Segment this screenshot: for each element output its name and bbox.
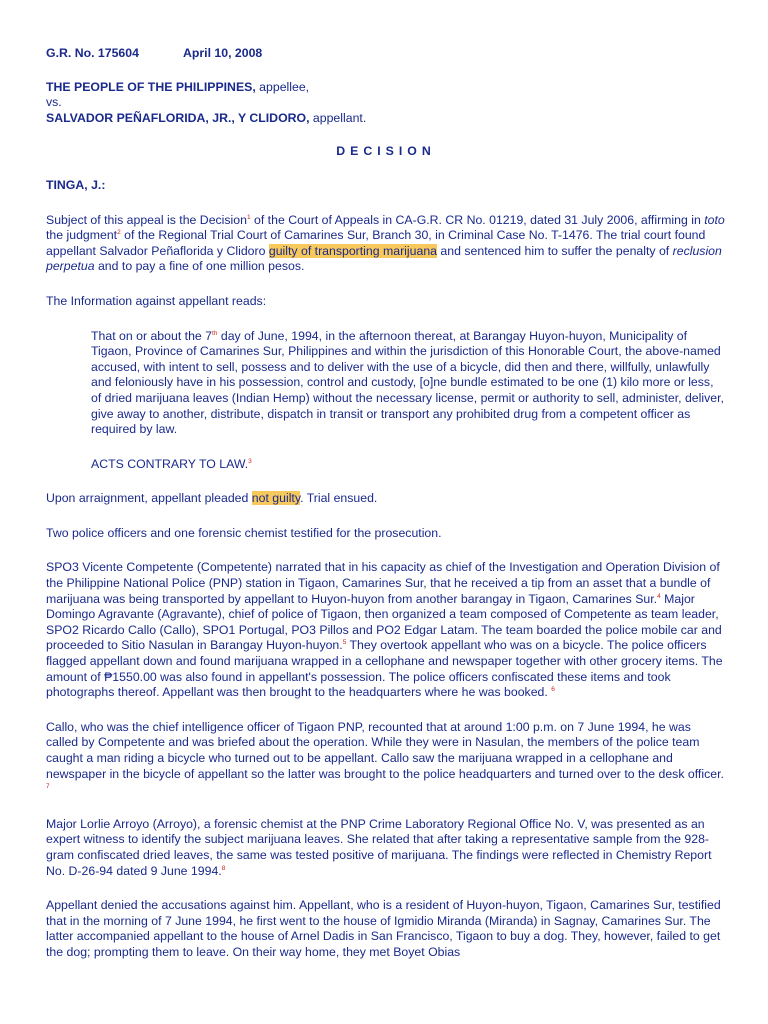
paragraph-acts-contrary [91,457,726,473]
footnote-1-link[interactable]: 1 [246,213,251,221]
decision-title: DECISION [336,144,436,159]
footnote-8-link[interactable]: 8 [221,864,226,872]
p1-reclusion: reclusion perpetua [46,243,722,274]
p3-text-a: That on or about the 7 [91,328,213,343]
paragraph-arraignment [46,491,726,507]
appellant-name: SALVADOR PEÑAFLORIDA, JR., Y CLIDORO, [46,110,310,125]
footnote-3-link[interactable]: 3 [248,457,252,465]
p7-text-a: SPO3 Vicente Competente (Competente) narrated that in his capacity as chief of the Investigation and Operation Division of the Philippine National Police (PNP) station in Tigaon, Camarines Sur, that he received a tip from an asset that a bundle of marijuana was being transported by appellant to Huyon-huyon from another barangay in Tigaon, Camarines Sur. [46,560,720,606]
decision-document [46,46,726,961]
p1-text-a: Subject of this appeal is the Decision [46,212,247,227]
paragraph-witnesses: Two police officers and one forensic chemist testified for the prosecution. [46,525,442,540]
p4-text-a: ACTS CONTRARY TO LAW. [91,456,249,471]
footnote-5-link[interactable]: 5 [342,639,347,647]
p1-toto: toto [704,212,725,227]
footnote-7-link[interactable]: 7 [46,783,50,791]
p3-text-b: day of June, 1994, in the afternoon thereat, at Barangay Huyon-huyon, Municipality of Tigaon, Province of Camarines Sur, Philippines and within the jurisdiction of this Honorable Court, the above-named accused, with intent to sell, possess and to deliver with the use of a bicycle, did then and there, willfully, unlawfully and feloniously have in his possession, control and custody, [o]ne bundle estimated to be one (1) kilo more or less, of dried marijuana leaves (Indian Hemp) without the necessary license, permit or authority to sell, administer, deliver, give away to another, distribute, dispatch in transit or transport any prohibited drug from a competent officer as required by law. [91,328,724,437]
paragraph-arroyo [46,817,726,879]
p7-text-c: They overtook appellant who was on a bicycle. The police officers flagged appellant down and found marijuana wrapped in a cellophane and newspaper together with other grocery items. The amount of ₱1550.00 was also found in appellant's possession. The police officers confiscated these items and took photographs thereof. Appellant was then brought to the headquarters where he was booked. [46,638,723,700]
footnote-2-link[interactable]: 2 [117,229,121,237]
p1-text-d: of the Regional Trial Court of Camarines Sur, Branch 30, in Criminal Case No. T-1476. The trial court found appellant Salvador Peñaflorida y Clidoro [46,228,706,258]
appellee-role: appellee, [255,79,310,94]
ponente: TINGA, J.: [46,177,106,192]
case-header [46,46,726,62]
paragraph-competente [46,560,726,700]
highlight-guilty: guilty of transporting marijuana [268,243,438,258]
p1-text-e: and sentenced him to suffer the penalty of [437,243,673,258]
appellee-name: THE PEOPLE OF THE PHILIPPINES, [46,79,256,94]
p1-text-b: of the Court of Appeals in CA-G.R. CR No. 01219, dated 31 July 2006, affirming in [250,212,705,227]
appellant-role: appellant. [309,110,367,125]
p5-text-b: . Trial ensued. [300,491,378,506]
paragraph-subject [46,213,726,275]
p1-text-f: and to pay a fine of one million pesos. [94,259,305,274]
appellant-line [46,111,726,127]
highlight-not-guilty: not guilty [251,491,301,506]
p1-text-c: the judgment [46,228,118,243]
paragraph-appellant-denial: Appellant denied the accusations against him. Appellant, who is a resident of Huyon-huyon, Tigaon, Camarines Sur, testified that in the morning of 7 June 1994, he first went to the house of Igmidio Miranda (Miranda) in Sagnay, Camarines Sur. The latter accompanied appellant to the house of Arnel Dadis in San Francisco, Tigaon to buy a dog. They, however, failed to get the dog; prompting them to leave. On their way home, they met Boyet Obias [46,898,721,959]
p9-text-a: Major Lorlie Arroyo (Arroyo), a forensic chemist at the PNP Crime Laboratory Regional Office No. V, was presented as an expert witness to identify the subject marijuana leaves. She related that after taking a representative sample from the 928-gram confiscated dried leaves, the same was tested positive of marijuana. The findings were reflected in Chemistry Report No. D-26-94 dated 9 June 1994. [46,816,712,878]
decision-date: April 10, 2008 [182,46,263,60]
paragraph-information-quote [91,329,726,438]
p3-ordinal: th [212,329,218,337]
paragraph-information-intro: The Information against appellant reads: [46,293,267,308]
appellee-line [46,80,726,96]
versus: vs. [46,95,62,110]
p5-text-a: Upon arraignment, appellant pleaded [46,491,252,506]
p8-text-a: Callo, who was the chief intelligence officer of Tigaon PNP, recounted that at around 1:00 p.m. on 7 June 1994, he was called by Competente and was briefed about the operation. While they were in Nasulan, the members of the police team caught a man riding a bicycle who turned out to be appellant. Callo saw the marijuana wrapped in a cellophane and newspaper in the bicycle of appellant so the latter was brought to the police headquarters and turned over to the desk officer. [46,719,724,781]
footnote-6-link[interactable]: 6 [551,686,555,694]
p7-text-b: Major Domingo Agravante (Agravante), chief of police of Tigaon, then organized a team composed of Competente as team leader, SPO2 Ricardo Callo (Callo), SPO1 Portugal, PO3 Pillos and PO2 Edgar Latam. The team boarded the police mobile car and proceeded to Sitio Nasulan in Barangay Huyon-huyon. [46,591,722,653]
gr-number: G.R. No. 175604 [46,46,139,60]
footnote-4-link[interactable]: 4 [657,592,661,600]
paragraph-callo [46,720,726,798]
